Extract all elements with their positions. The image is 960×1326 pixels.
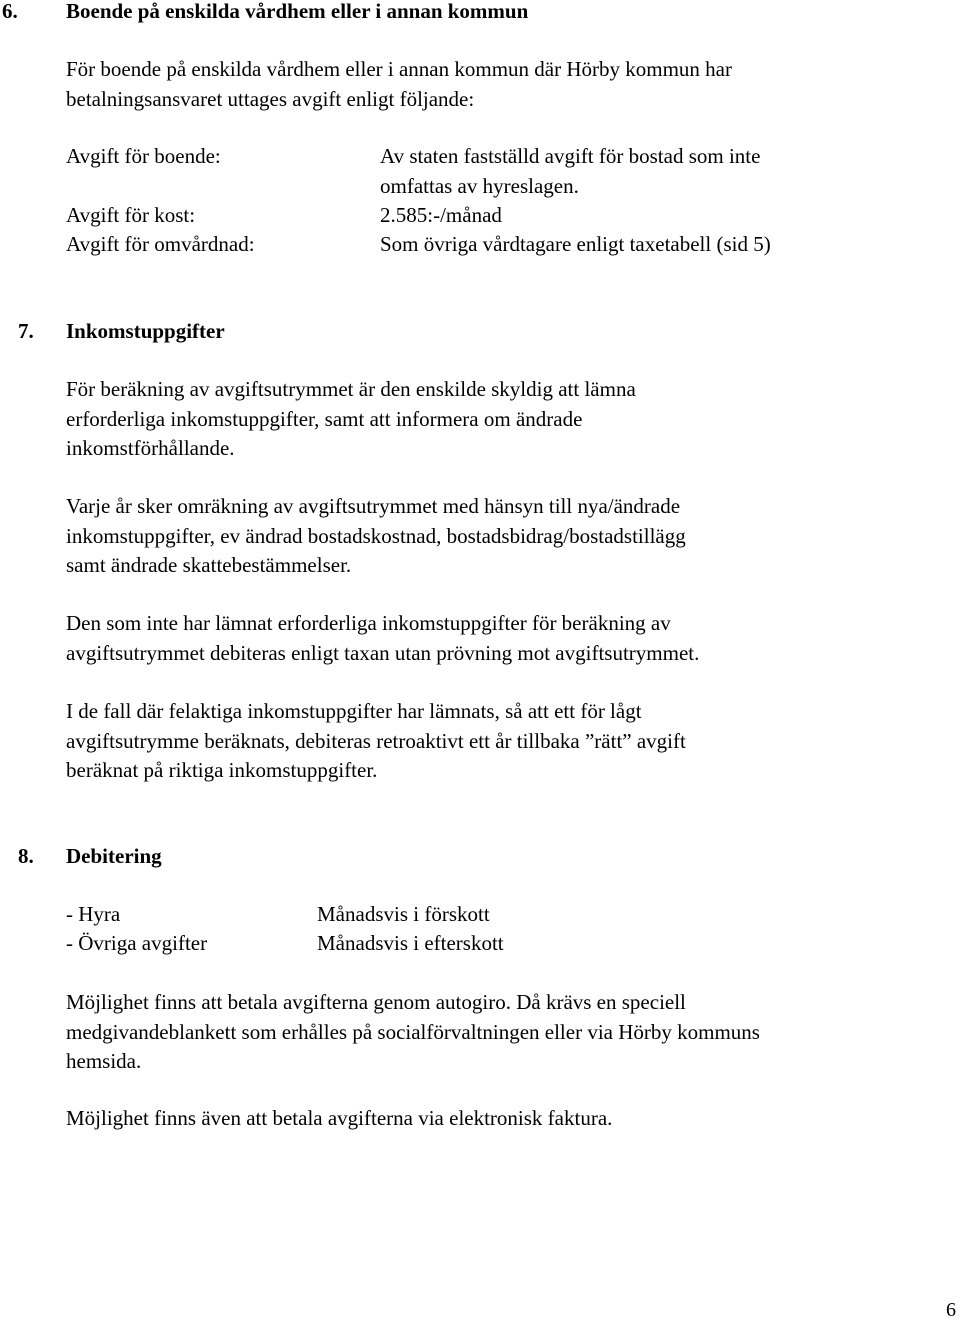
paragraph-line: inkomstuppgifter, ev ändrad bostadskostnad, bostadsbidrag/bostadstillägg	[66, 523, 686, 548]
paragraph-line: inkomstförhållande.	[66, 436, 235, 460]
section-7-paragraph-1	[66, 375, 926, 464]
paragraph-line: Den som inte har lämnat erforderliga inkomstuppgifter för beräkning av	[66, 611, 671, 635]
section-6-title: Boende på enskilda vårdhem eller i annan kommun	[66, 0, 529, 23]
intro-line: För boende på enskilda vårdhem eller i annan kommun där Hörby kommun har	[66, 57, 732, 81]
section-6-intro	[66, 55, 926, 114]
paragraph-line: avgiftsutrymme beräknats, debiteras retroaktivt ett år tillbaka ”rätt” avgift	[66, 728, 686, 753]
paragraph-line: Möjlighet finns att betala avgifterna genom autogiro. Då krävs en speciell	[66, 990, 686, 1014]
debit-value-hyra: Månadsvis i förskott	[317, 902, 490, 926]
debit-label-ovriga: - Övriga avgifter	[66, 931, 208, 955]
debit-value-ovriga: Månadsvis i efterskott	[317, 931, 504, 955]
section-6-number: 6.	[2, 0, 18, 23]
section-8-title: Debitering	[66, 844, 162, 868]
fee-value-line: omfattas av hyreslagen.	[380, 173, 579, 198]
paragraph-line: beräknat på riktiga inkomstuppgifter.	[66, 758, 378, 782]
paragraph-line: samt ändrade skattebestämmelser.	[66, 553, 352, 577]
fee-label-omvardnad: Avgift för omvårdnad:	[66, 232, 255, 256]
fee-value-omvardnad: Som övriga vårdtagare enligt taxetabell (sid 5)	[380, 232, 771, 256]
section-7-paragraph-2	[66, 492, 926, 581]
debit-label-hyra: - Hyra	[66, 902, 121, 926]
paragraph-line: avgiftsutrymmet debiteras enligt taxan utan prövning mot avgiftsutrymmet.	[66, 640, 700, 665]
fee-value-line: Av staten fastställd avgift för bostad som inte	[380, 144, 761, 168]
paragraph-line: erforderliga inkomstuppgifter, samt att informera om ändrade	[66, 406, 583, 431]
section-7-paragraph-4	[66, 697, 926, 786]
paragraph-line: Möjlighet finns även att betala avgifterna via elektronisk faktura.	[66, 1106, 613, 1130]
paragraph-line: hemsida.	[66, 1049, 142, 1073]
section-7-title: Inkomstuppgifter	[66, 319, 225, 343]
section-7-number: 7.	[18, 319, 34, 343]
paragraph-line: För beräkning av avgiftsutrymmet är den enskilde skyldig att lämna	[66, 377, 636, 401]
section-7-paragraph-3	[66, 609, 926, 668]
intro-line: betalningsansvaret uttages avgift enligt följande:	[66, 86, 475, 111]
page-number: 6	[946, 1299, 956, 1321]
fee-label-kost: Avgift för kost:	[66, 203, 196, 227]
paragraph-line: medgivandeblankett som erhålles på socialförvaltningen eller via Hörby kommuns	[66, 1019, 760, 1044]
section-8-paragraph-1	[66, 988, 926, 1077]
paragraph-line: I de fall där felaktiga inkomstuppgifter har lämnats, så att ett för lågt	[66, 699, 642, 723]
fee-value-boende	[380, 142, 760, 201]
section-8-paragraph-2	[66, 1104, 926, 1134]
fee-label-boende: Avgift för boende:	[66, 144, 221, 168]
section-8-number: 8.	[18, 844, 34, 868]
paragraph-line: Varje år sker omräkning av avgiftsutrymmet med hänsyn till nya/ändrade	[66, 494, 681, 518]
fee-value-kost: 2.585:-/månad	[380, 203, 502, 227]
